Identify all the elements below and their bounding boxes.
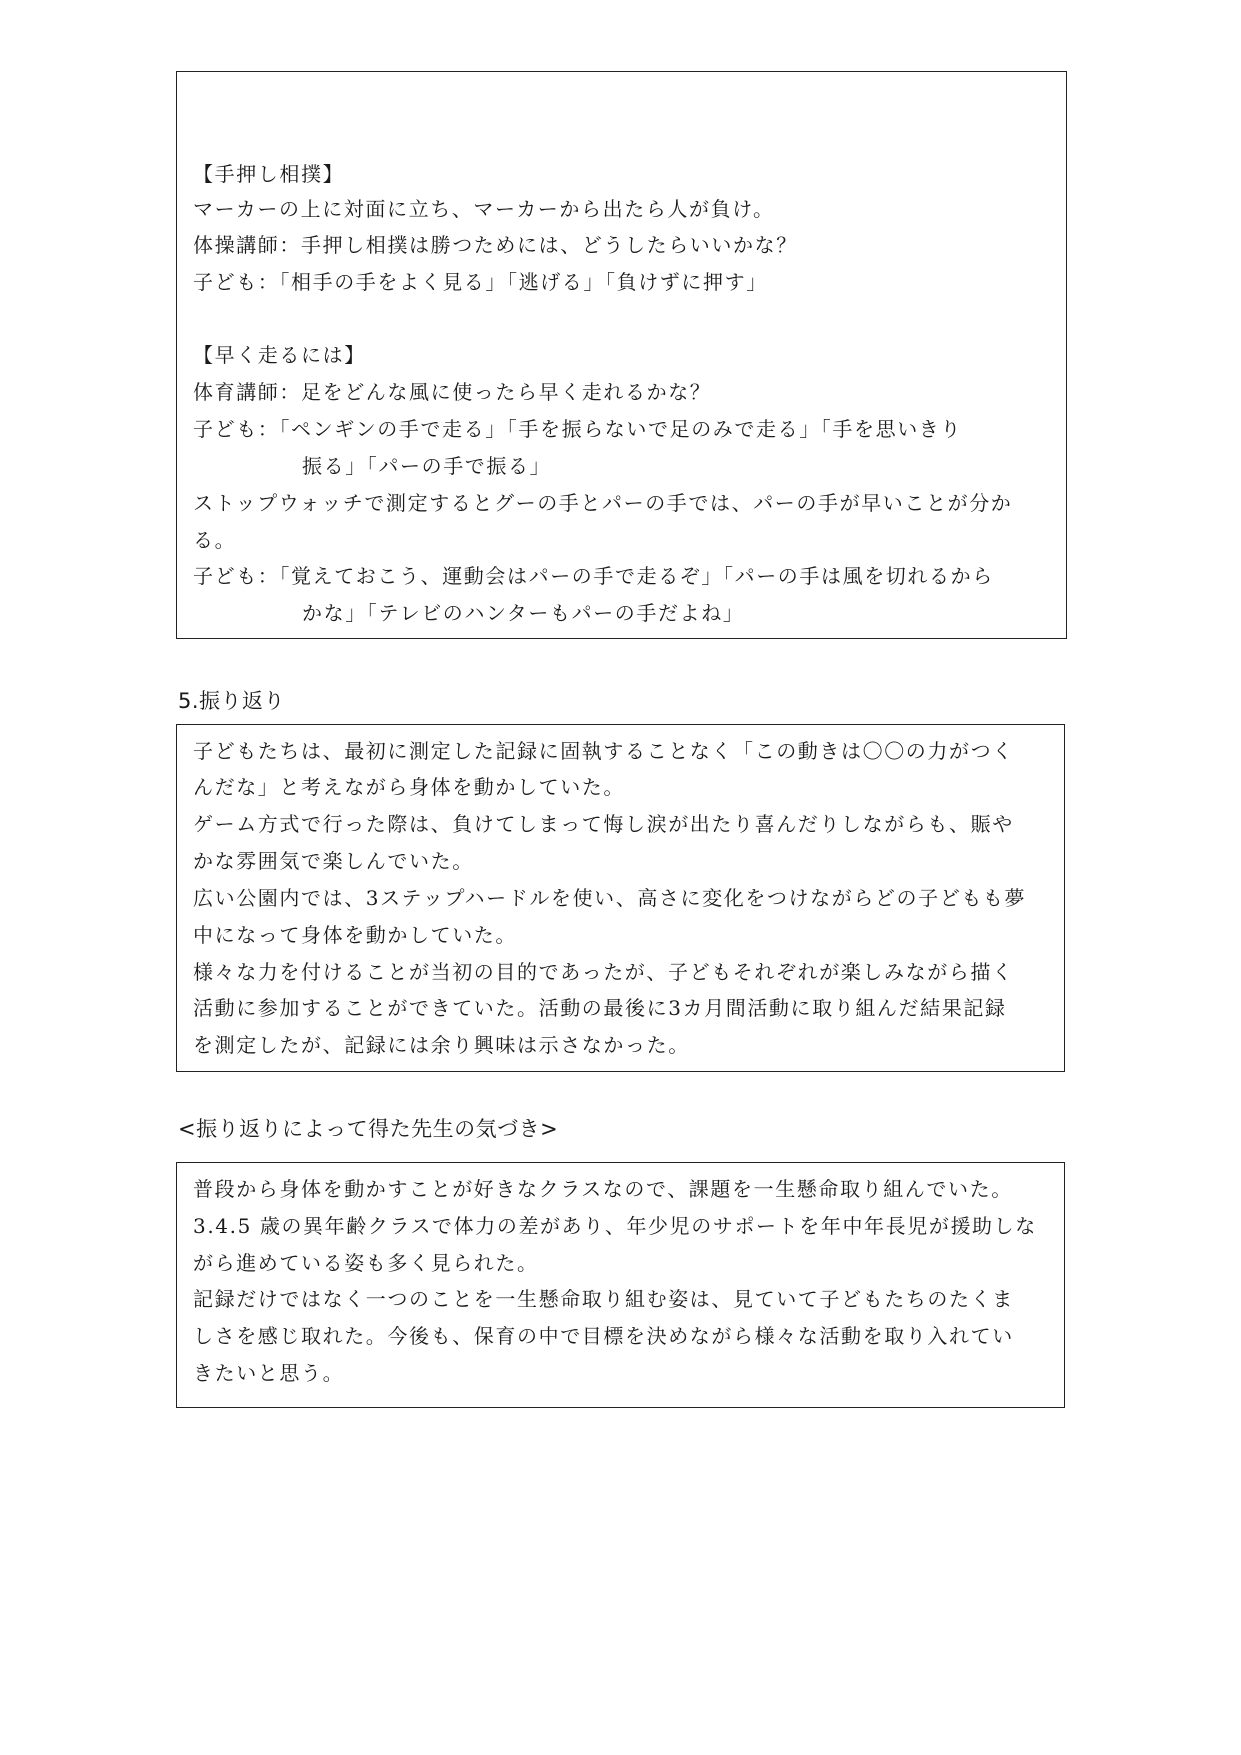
text-line: 3.4.5 歳の異年齢クラスで体力の差があり、年少児のサポートを年中年長児が援助しな [193,1214,1037,1238]
text-line: 子どもたちは、最初に測定した記録に固執することなく「この動きは〇〇の力がつく [193,739,1014,763]
text-line: マーカーの上に対面に立ち、マーカーから出たら人が負け。 [193,197,775,221]
text-line: かな」「テレビのハンターもパーの手だよね」 [302,601,745,625]
section-heading-reflection: 5.振り返り [178,689,286,713]
text-line: がら進めている姿も多く見られた。 [193,1251,539,1275]
text-line: 活動に参加することができていた。活動の最後に3カ月間活動に取り組んだ結果記録 [193,996,1007,1020]
text-line: ストップウォッチで測定するとグーの手とパーの手では、パーの手が早いことが分か [193,491,1013,515]
text-line: きたいと思う。 [193,1361,345,1385]
text-line: 【手押し相撲】 [193,162,345,186]
text-line: 広い公園内では、3ステップハードルを使い、高さに変化をつけながらどの子どもも夢 [193,886,1027,910]
text-line: 子ども：「相手の手をよく見る」「逃げる」「負けずに押す」 [193,270,768,294]
text-line: 子ども：「覚えておこう、運動会はパーの手で走るぞ」「パーの手は風を切れるから [193,564,994,588]
text-line: 体育講師：足をどんな風に使ったら早く走れるかな？ [193,380,712,404]
text-line: ゲーム方式で行った際は、負けてしまって悔し涙が出たり喜んだりしながらも、賑や [193,812,1014,836]
text-line: 普段から身体を動かすことが好きなクラスなので、課題を一生懸命取り組んでいた。 [193,1177,1013,1201]
text-line: んだな」と考えながら身体を動かしていた。 [193,775,625,799]
text-line: 【早く走るには】 [193,343,366,367]
text-line: を測定したが、記録には余り興味は示さなかった。 [193,1033,690,1057]
text-line: 様々な力を付けることが当初の目的であったが、子どもそれぞれが楽しみながら描く [193,960,1014,984]
text-line: る。 [193,528,237,552]
text-line: 中になって身体を動かしていた。 [193,923,517,947]
text-line: 体操講師：手押し相撲は勝つためには、どうしたらいいかな？ [193,233,798,257]
text-line: しさを感じ取れた。今後も、保育の中で目標を決めながら様々な活動を取り入れてい [193,1324,1014,1348]
text-line: 記録だけではなく一つのことを一生懸命取り組む姿は、見ていて子どもたちのたくま [193,1287,1014,1311]
text-line: かな雰囲気で楽しんでいた。 [193,849,474,873]
section-heading-awareness: <振り返りによって得た先生の気づき> [178,1117,559,1141]
text-line: 振る」「パーの手で振る」 [302,454,552,478]
text-line: 子ども：「ペンギンの手で走る」「手を振らないで足のみで走る」「手を思いきり [193,417,962,441]
